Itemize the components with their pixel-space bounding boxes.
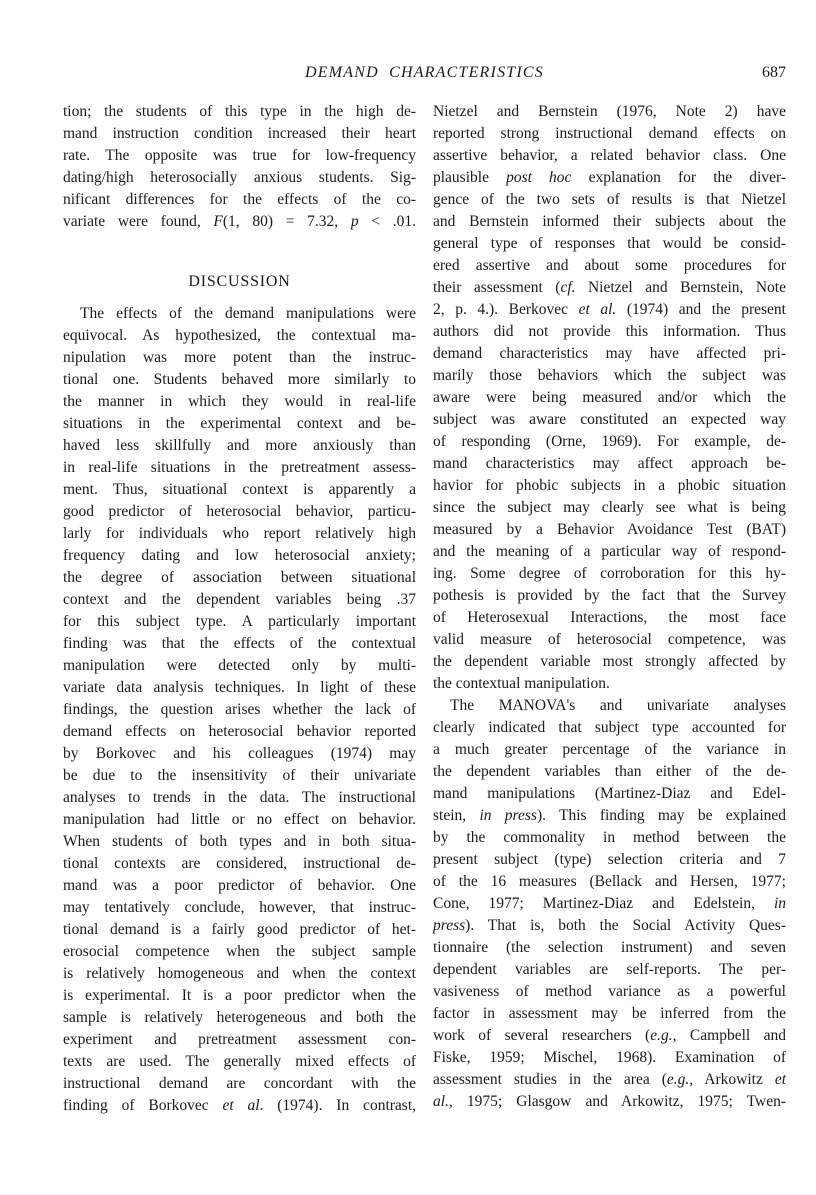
text-line: Fiske, 1959; Mischel, 1968). Examination of: [433, 1049, 786, 1066]
text-line: of responding (Orne, 1969). For example, de-: [433, 433, 786, 450]
text-line: finding was that the effects of the contextual: [63, 635, 416, 652]
text-line: a much greater percentage of the variance in: [433, 741, 786, 758]
text-line: mand was a poor predictor of behavior. One: [63, 877, 416, 894]
text-line: aware were being measured and/or which the: [433, 389, 786, 406]
text-line: demand effects on heterosocial behavior reported: [63, 723, 416, 740]
article-body: [63, 101, 786, 1117]
text-line: and Bernstein informed their subjects about the: [433, 213, 786, 230]
text-line: haved less skillfully and more anxiously than: [63, 437, 416, 454]
text-line: demand characteristics may have affected pri-: [433, 345, 786, 362]
text-line: experiment and pretreatment assessment con-: [63, 1031, 416, 1048]
text-line: the manner in which they would in real-life: [63, 393, 416, 410]
text-line: assessment studies in the area (e.g., Arkowitz et: [433, 1071, 787, 1088]
text-line: ered assertive and about some procedures for: [433, 257, 786, 274]
text-line: may tentatively conclude, however, that instruc-: [63, 899, 416, 916]
text-line: in real-life situations in the pretreatment assess-: [63, 459, 416, 476]
text-line: by the commonality in method between the: [433, 829, 786, 846]
text-line: vasiveness of method variance as a powerful: [433, 983, 786, 1000]
text-line: analyses to trends in the data. The instructional: [63, 789, 416, 806]
text-line: tional one. Students behaved more similarly to: [63, 371, 416, 388]
paragraph: [63, 101, 416, 233]
text-line: Nietzel and Bernstein (1976, Note 2) have: [433, 103, 786, 120]
text-line: press). That is, both the Social Activity Ques-: [433, 917, 786, 934]
text-line: their assessment (cf. Nietzel and Bernstein, Note: [433, 279, 786, 296]
text-line: dependent variables are self-reports. The per-: [433, 961, 786, 978]
text-line: authors did not provide this information. Thus: [433, 323, 786, 340]
text-line: finding of Borkovec et al. (1974). In contrast,: [63, 1097, 416, 1114]
text-line: valid measure of heterosocial competence, was: [433, 631, 786, 648]
text-line: findings, the question arises whether the lack of: [63, 701, 416, 718]
text-line: plausible post hoc explanation for the diver-: [433, 169, 786, 186]
text-line: tional contexts are considered, instructional de-: [63, 855, 416, 872]
page-number: 687: [762, 64, 786, 81]
text-line: for this subject type. A particularly important: [63, 613, 416, 630]
running-header: [63, 64, 786, 82]
text-line: Cone, 1977; Martinez-Diaz and Edelstein, in: [433, 895, 786, 912]
text-line: variate data analysis techniques. In light of these: [63, 679, 416, 696]
paragraph: [63, 303, 416, 1117]
text-line: since the subject may clearly see what is being: [433, 499, 786, 516]
text-line: When students of both types and in both situa-: [63, 833, 416, 850]
text-line: is experimental. It is a poor predictor when the: [63, 987, 416, 1004]
text-line: manipulation had little or no effect on behavior.: [63, 811, 416, 828]
text-line: sample is relatively heterogeneous and both the: [63, 1009, 416, 1026]
text-line: is relatively homogeneous and when the context: [63, 965, 416, 982]
text-line: erosocial competence when the subject sample: [63, 943, 416, 960]
section-heading: DISCUSSION: [188, 273, 291, 290]
text-line: situations in the experimental context and be-: [63, 415, 416, 432]
text-line: frequency dating and low heterosocial anxiety;: [63, 547, 416, 564]
text-line: good predictor of heterosocial behavior, particu-: [63, 503, 416, 520]
text-line: general type of responses that would be consid-: [433, 235, 786, 252]
text-line: by Borkovec and his colleagues (1974) may: [63, 745, 416, 762]
text-line: mand manipulations (Martinez-Diaz and Edel-: [433, 785, 786, 802]
text-line: marily those behaviors which the subject was: [433, 367, 786, 384]
text-line: ment. Thus, situational context is apparently a: [63, 481, 416, 498]
text-line: ing. Some degree of corroboration for this hy-: [433, 565, 786, 582]
right-column: [433, 101, 786, 1117]
text-line: havior for phobic subjects in a phobic situation: [433, 477, 786, 494]
text-line: of the 16 measures (Bellack and Hersen, 1977;: [433, 873, 786, 890]
text-line: clearly indicated that subject type accounted for: [433, 719, 786, 736]
text-line: assertive behavior, a related behavior class. One: [433, 147, 786, 164]
text-line: subject was aware constituted an expected way: [433, 411, 786, 428]
text-line: rate. The opposite was true for low-frequency: [63, 147, 416, 164]
text-line: context and the dependent variables being .37: [63, 591, 416, 608]
text-line: the degree of association between situational: [63, 569, 416, 586]
text-line: stein, in press). This finding may be explained: [433, 807, 786, 824]
paragraph: [433, 101, 786, 695]
text-line: variate were found, F(1, 80) = 7.32, p < .01.: [63, 213, 416, 230]
text-line: pothesis is provided by the fact that the Survey: [433, 587, 786, 604]
text-line: equivocal. As hypothesized, the contextual ma-: [63, 327, 416, 344]
text-line: work of several researchers (e.g., Campbell and: [433, 1027, 787, 1044]
text-line: of Heterosexual Interactions, the most face: [433, 609, 786, 626]
text-line: the contextual manipulation.: [433, 675, 610, 692]
text-line: mand characteristics may affect approach be-: [433, 455, 786, 472]
text-line: instructional demand are concordant with the: [63, 1075, 416, 1092]
text-line: present subject (type) selection criteria and 7: [433, 851, 786, 868]
text-line: gence of the two sets of results is that Nietzel: [433, 191, 786, 208]
text-line: tionnaire (the selection instrument) and seven: [433, 939, 786, 956]
text-line: nificant differences for the effects of the co-: [63, 191, 416, 208]
text-line: al., 1975; Glasgow and Arkowitz, 1975; Twen-: [433, 1093, 786, 1110]
text-line: The MANOVA's and univariate analyses: [450, 697, 786, 714]
paragraph: [433, 695, 786, 1113]
text-block: [63, 64, 786, 1117]
text-line: mand instruction condition increased their heart: [63, 125, 416, 142]
text-line: reported strong instructional demand effects on: [433, 125, 786, 142]
text-line: The effects of the demand manipulations were: [80, 305, 416, 322]
text-line: manipulation were detected only by multi-: [63, 657, 416, 674]
text-line: tional demand is a fairly good predictor of het-: [63, 921, 416, 938]
text-line: be due to the insensitivity of their univariate: [63, 767, 416, 784]
left-column: [63, 101, 416, 1117]
text-line: the dependent variable most strongly affected by: [433, 653, 786, 670]
text-line: 2, p. 4.). Berkovec et al. (1974) and the present: [433, 301, 786, 318]
text-line: nipulation was more potent than the instruc-: [63, 349, 416, 366]
text-line: texts are used. The generally mixed effects of: [63, 1053, 416, 1070]
text-line: factor in assessment may be inferred from the: [433, 1005, 786, 1022]
text-line: tion; the students of this type in the high de-: [63, 103, 416, 120]
text-line: and the meaning of a particular way of respond-: [433, 543, 786, 560]
running-head-title: DEMAND CHARACTERISTICS: [305, 64, 544, 81]
text-line: the dependent variables than either of the de-: [433, 763, 786, 780]
text-line: dating/high heterosocially anxious students. Sig-: [63, 169, 416, 186]
text-line: larly for individuals who report relatively high: [63, 525, 416, 542]
text-line: measured by a Behavior Avoidance Test (BAT): [433, 521, 786, 538]
